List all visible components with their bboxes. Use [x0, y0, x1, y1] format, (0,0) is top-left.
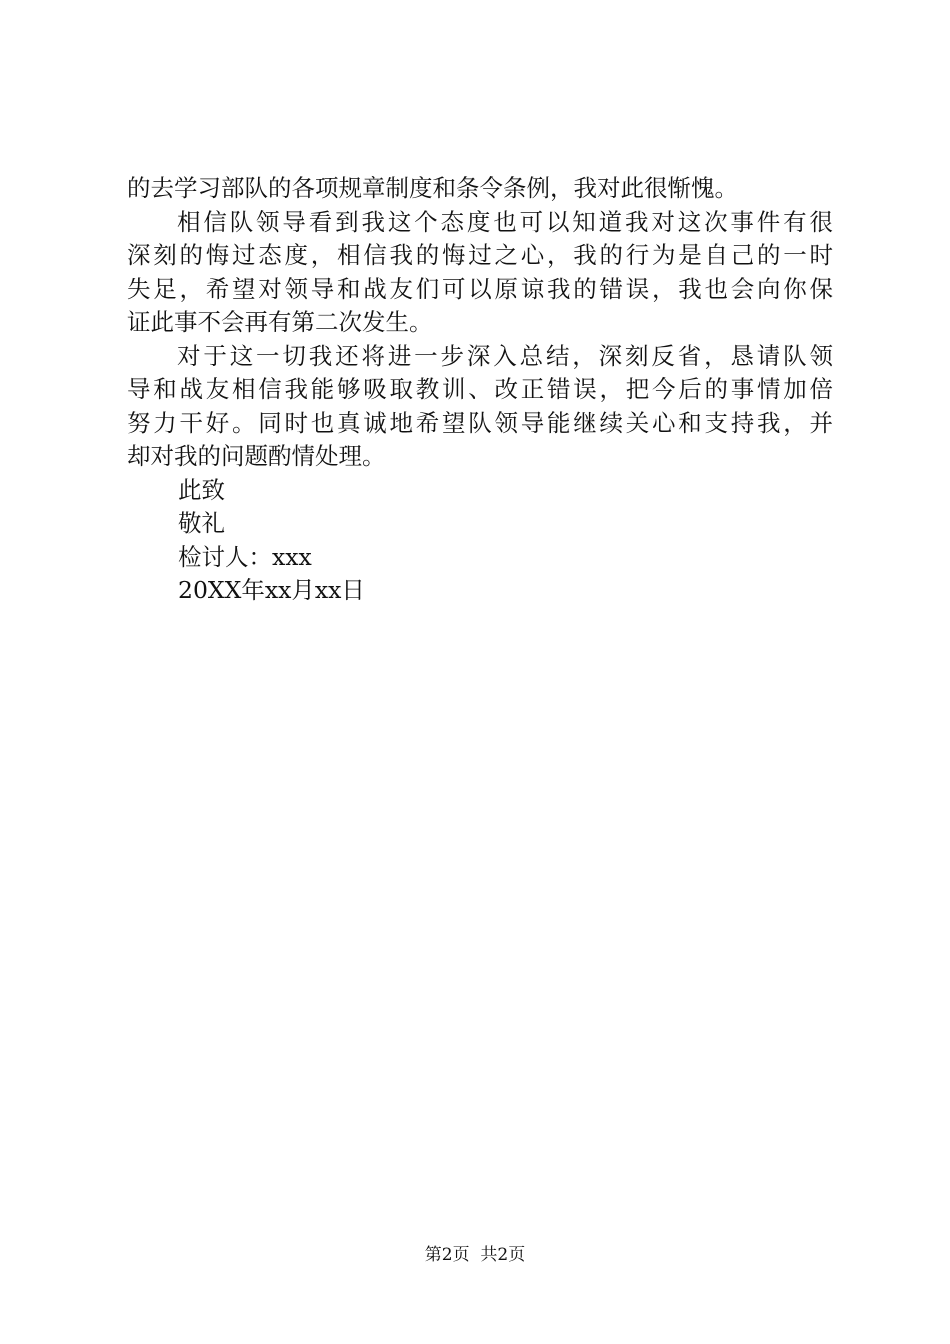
date-line: 20XX年xx月xx日	[178, 576, 365, 604]
paragraph-2	[127, 206, 833, 340]
paragraph-line: 努力干好。同时也真诚地希望队领导能继续关心和支持我，并	[127, 408, 833, 437]
paragraph-line: 的去学习部队的各项规章制度和条令条例，我对此很惭愧。	[127, 174, 738, 202]
closing-block	[127, 474, 833, 608]
paragraph-3	[127, 340, 833, 474]
paragraph-line: 证此事不会再有第二次发生。	[127, 308, 433, 336]
paragraph-line: 却对我的问题酌情处理。	[127, 442, 386, 470]
paragraph-line: 失足，希望对领导和战友们可以原谅我的错误，我也会向你保	[127, 274, 833, 303]
paragraph-line: 导和战友相信我能够吸取教训、改正错误，把今后的事情加倍	[127, 375, 833, 403]
page-footer	[0, 1243, 950, 1267]
salutation-line-1: 此致	[178, 475, 225, 504]
paragraph-line: 相信队领导看到我这个态度也可以知道我对这次事件有很	[177, 207, 833, 236]
salutation-line-2: 敬礼	[178, 509, 225, 537]
document-body	[127, 172, 833, 608]
paragraph-line: 深刻的悔过态度，相信我的悔过之心，我的行为是自己的一时	[127, 241, 833, 269]
signer-line: 检讨人：xxx	[178, 542, 312, 571]
page-number-label: 第2页 共2页	[424, 1245, 526, 1265]
paragraph-line: 对于这一切我还将进一步深入总结，深刻反省，恳请队领	[177, 341, 833, 370]
paragraph-1	[127, 172, 833, 206]
